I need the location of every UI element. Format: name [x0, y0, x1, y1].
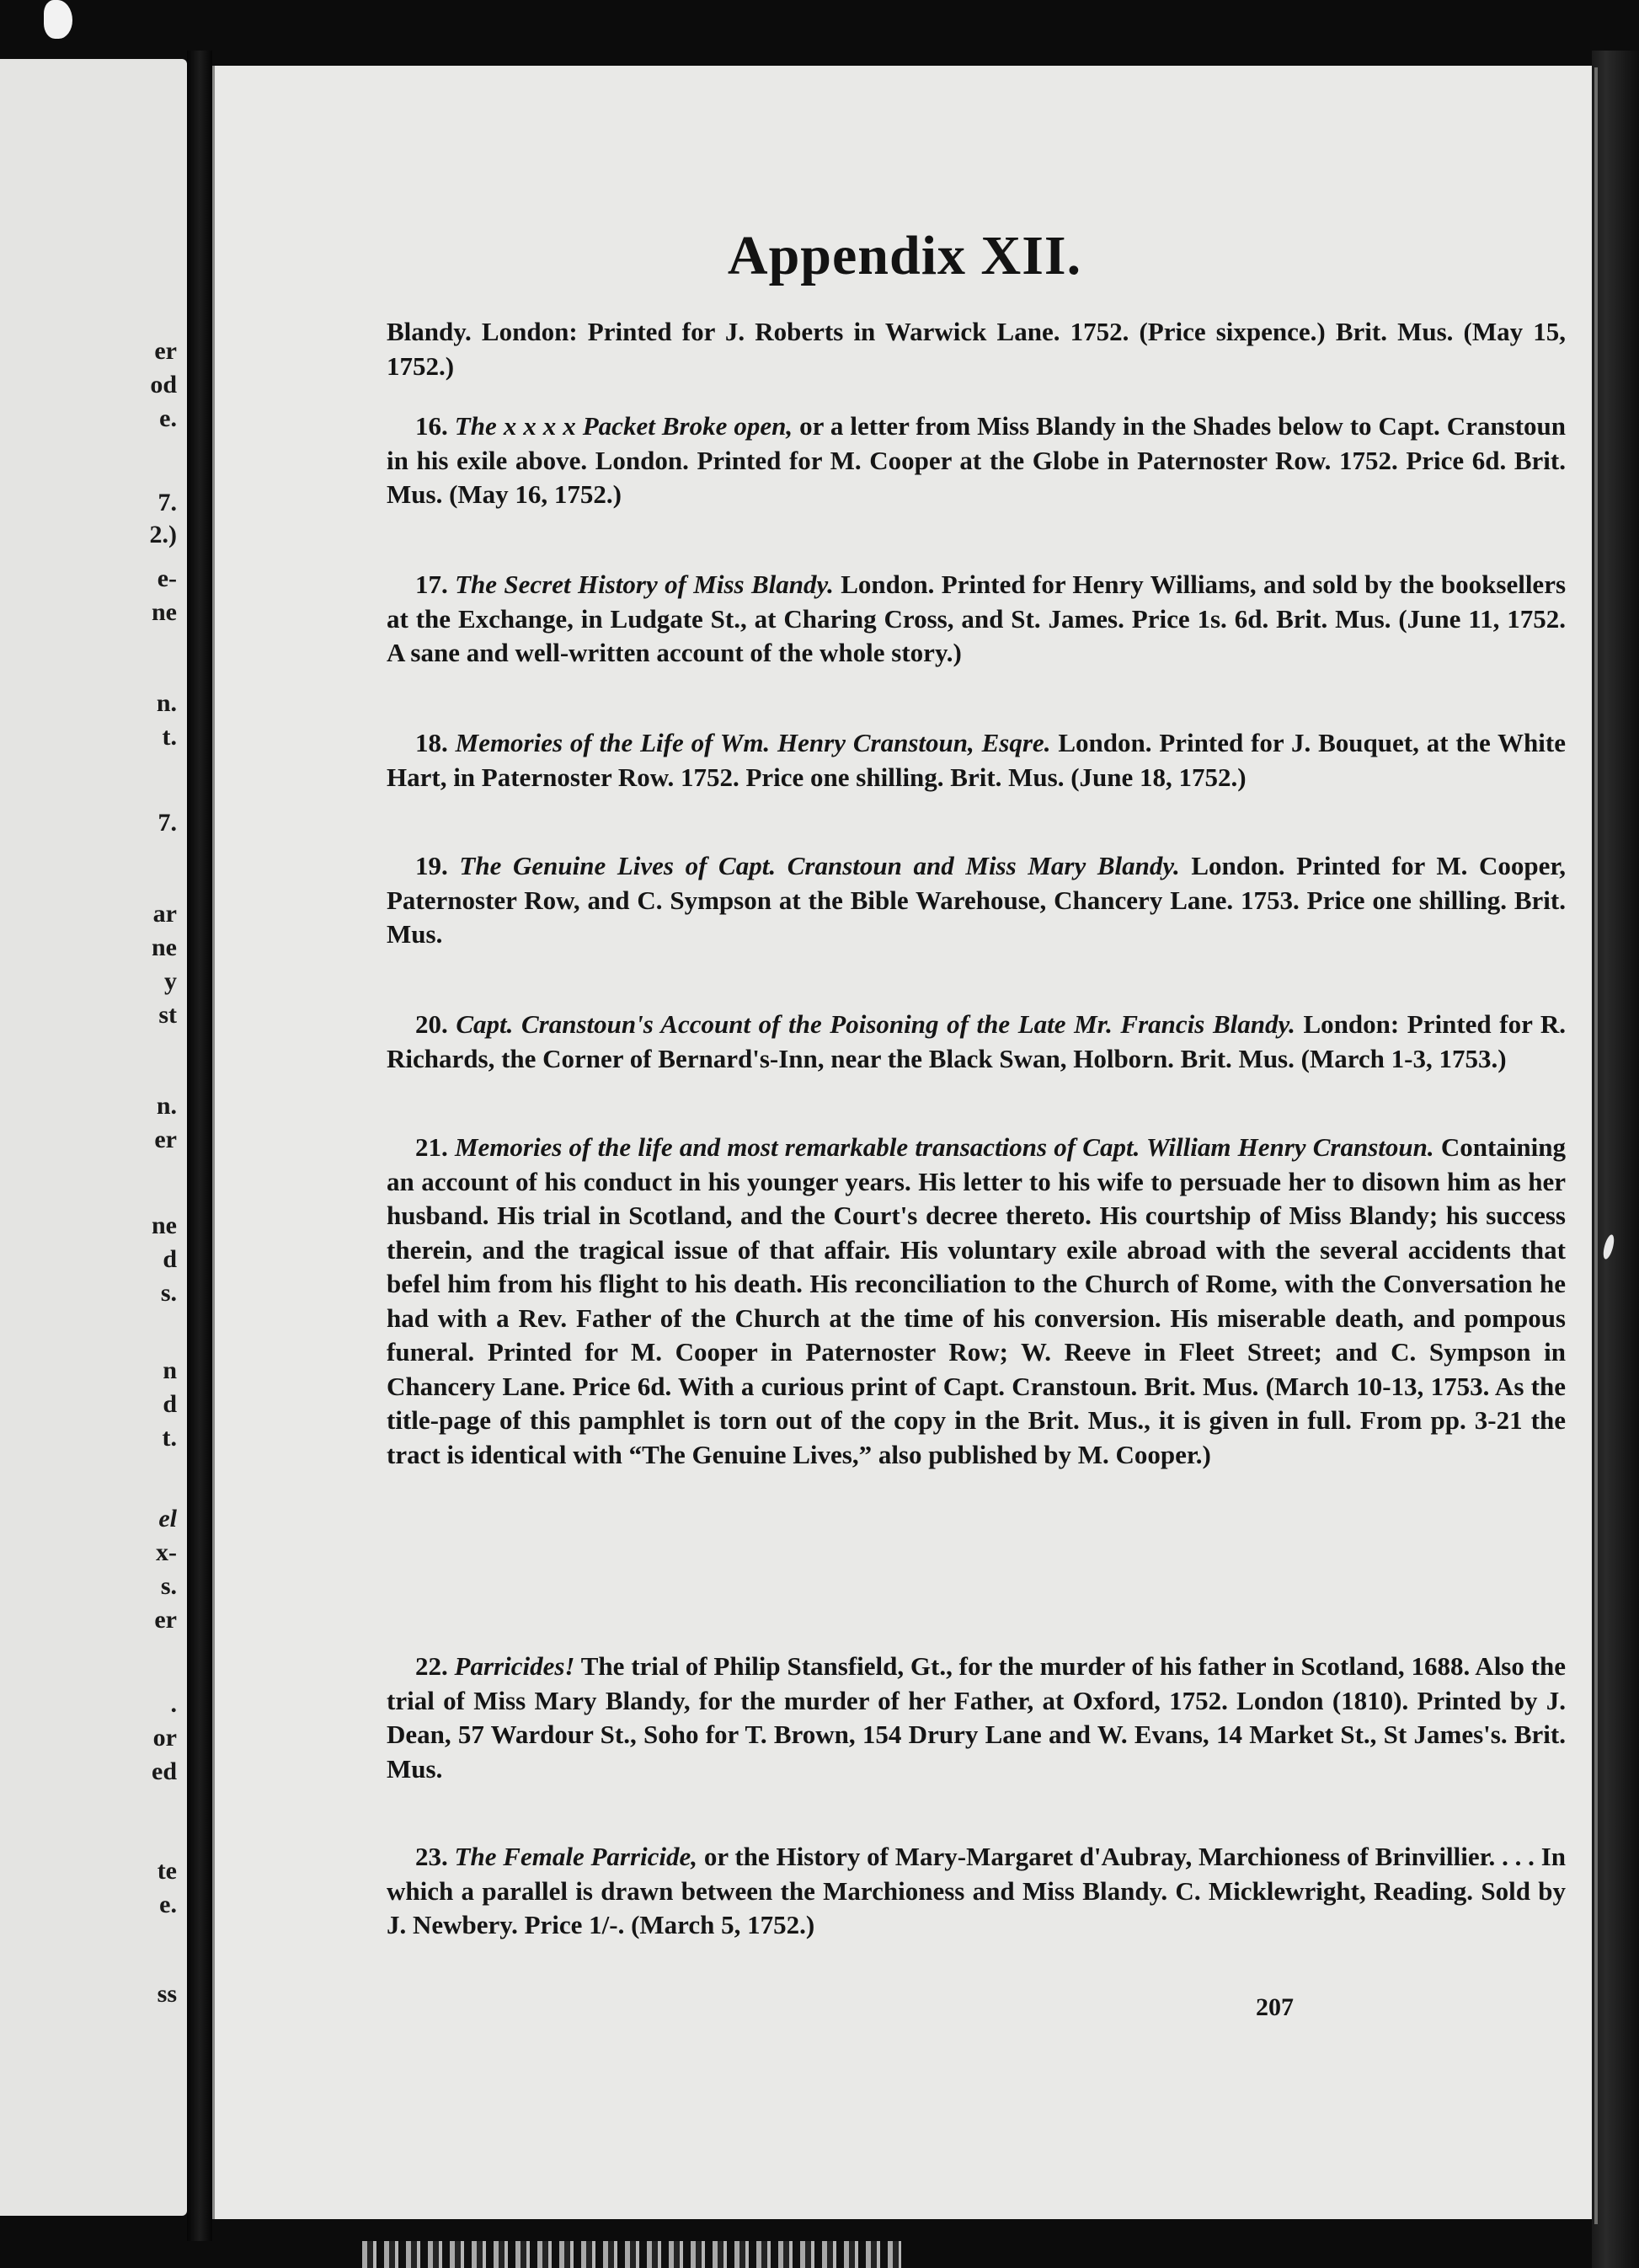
entry-number: 18. [415, 728, 448, 757]
margin-fragment: 7. [157, 489, 177, 516]
margin-fragment: el [158, 1505, 177, 1533]
entry-text: or a letter from Miss Blandy in the Shades below to Capt. Cranstoun in his exile above. London. Printed for M. Cooper at the Globe in Paternoster Row. 1752. Price 6d. Brit. Mus. (May 16, 1752.) [387, 411, 1567, 509]
book-page [212, 66, 1594, 2219]
bibliography-entry [387, 409, 1566, 512]
entry-text: The trial of Philip Stansfield, Gt., for the murder of his father in Scotland, 1688. Also the trial of Miss Mary Blandy, for the murder of her Father, at Oxford, 1752. London (1810). Printed by J. Dean, 57 Wardour St., Soho for T. Brown, 154 Drury Lane and W. Evans, 14 Market St., St James's. Brit. Mus. [387, 1651, 1566, 1784]
appendix-heading: Appendix XII. [727, 225, 1082, 286]
entry-title: Parricides! [454, 1651, 575, 1681]
entry-title: Capt. Cranstoun's Account of the Poisoning of the Late Mr. Francis Blandy. [456, 1009, 1295, 1039]
margin-fragment: x- [156, 1538, 177, 1566]
bibliography-entry [387, 1650, 1566, 1786]
bibliography-entry [387, 568, 1566, 671]
bibliography-entry [387, 1008, 1566, 1076]
entry-title: The x x x x Packet Broke open, [454, 411, 793, 441]
margin-fragment: y [164, 967, 177, 995]
margin-fragment: e- [157, 564, 177, 592]
margin-fragment: s. [160, 1572, 177, 1600]
margin-fragment: ed [152, 1757, 177, 1785]
margin-fragment: n. [156, 689, 177, 717]
margin-fragment: ne [152, 1212, 177, 1239]
entry-text: Blandy. London: Printed for J. Roberts in Warwick Lane. 1752. (Price sixpence.) Brit. Mus. (May 15, 1752.) [387, 317, 1566, 381]
margin-fragment: t. [162, 723, 177, 751]
margin-fragment: st [158, 1001, 177, 1029]
bibliography-entry [387, 315, 1566, 383]
margin-fragment: er [154, 337, 177, 365]
entry-title: The Female Parricide, [454, 1842, 698, 1871]
left-facing-page [0, 59, 187, 2216]
margin-fragment: ne [152, 598, 177, 626]
bibliography-entry [387, 1131, 1566, 1472]
margin-fragment: d [163, 1245, 177, 1273]
book-gutter [187, 51, 212, 2241]
entry-title: The Secret History of Miss Blandy. [455, 570, 834, 599]
entry-number: 23. [415, 1842, 448, 1871]
margin-fragment: or [152, 1724, 177, 1752]
entry-number: 20. [415, 1009, 448, 1039]
entry-text: London. Printed for J. Bouquet, at the White Hart, in Paternoster Row. 1752. Price one shilling. Brit. Mus. (June 18, 1752.) [387, 728, 1566, 792]
bibliography-entry [387, 726, 1566, 794]
entry-text: London. Printed for M. Cooper, Paternoster Row, and C. Sympson at the Bible Warehouse, Chancery Lane. 1753. Price one shilling. Brit. Mus. [387, 851, 1567, 949]
margin-fragment: 2.) [149, 521, 177, 548]
margin-fragment: s. [160, 1279, 177, 1307]
margin-fragment: 7. [157, 809, 177, 837]
margin-fragment: ne [152, 933, 177, 961]
bibliography-entry [387, 849, 1566, 952]
margin-fragment: e. [159, 404, 177, 432]
entry-title: Memories of the Life of Wm. Henry Cranstoun, Esqre. [455, 728, 1051, 757]
margin-fragment: od [150, 371, 177, 399]
bibliography-entry [387, 1840, 1566, 1943]
entry-text: Containing an account of his conduct in his younger years. His letter to his wife to persuade her to disown him as her husband. His trial in Scotland, and the Court's decree thereto. His courtship of Miss Blandy; his success therein, and the tragical issue of that affair. His voluntary exile abroad with the several accidents that befel him from his flight to his death. His reconciliation to the Church of Rome, with the Conversation he had with a Rev. Father of the Church at the time of his conversion. His miserable death, and pompous funeral. Printed for M. Cooper in Paternoster Row; W. Reeve in Fleet Street; and C. Sympson in Chancery Lane. Price 6d. With a curious print of Capt. Cranstoun. Brit. Mus. (March 10-13, 1753. As the title-page of this pamphlet is torn out of the copy in the Brit. Mus., it is given in full. From pp. 3-21 the tract is identical with “The Genuine Lives,” also published by M. Cooper.) [387, 1132, 1566, 1469]
entry-text: London. Printed for Henry Williams, and sold by the booksellers at the Exchange, in Ludgate St., at Charing Cross, and St. James. Price 1s. 6d. Brit. Mus. (June 11, 1752. A sane and well-written account of the whole story.) [387, 570, 1567, 667]
margin-fragment: ss [157, 1980, 177, 2008]
margin-fragment: d [163, 1390, 177, 1418]
scan-noise [362, 2241, 901, 2268]
margin-fragment: er [154, 1126, 177, 1153]
entry-number: 21. [415, 1132, 448, 1162]
margin-fragment: te [157, 1857, 177, 1885]
margin-fragment: n [163, 1356, 177, 1384]
margin-fragment: t. [162, 1424, 177, 1452]
entry-number: 19. [415, 851, 448, 880]
page-edge-line [1594, 67, 1598, 2224]
entry-title: Memories of the life and most remarkable transactions of Capt. William Henry Cranstoun. [454, 1132, 1434, 1162]
scan-blot [44, 0, 72, 39]
page-number: 207 [1256, 1993, 1294, 2021]
margin-fragment: e. [159, 1891, 177, 1918]
entry-text: or the History of Mary-Margaret d'Aubray, Marchioness of Brinvillier. . . . In which a parallel is drawn between the Marchioness and Miss Blandy. C. Micklewright, Reading. Sold by J. Newbery. Price 1/-. (March 5, 1752.) [387, 1842, 1567, 1939]
margin-fragment: n. [156, 1092, 177, 1120]
margin-fragment: er [154, 1606, 177, 1634]
entry-text: London: Printed for R. Richards, the Corner of Bernard's-Inn, near the Black Swan, Holborn. Brit. Mus. (March 1-3, 1753.) [387, 1009, 1567, 1073]
margin-fragment: ar [152, 900, 177, 928]
entry-number: 17. [415, 570, 448, 599]
entry-number: 22. [415, 1651, 448, 1681]
right-page-edge [1592, 51, 1639, 2268]
margin-fragment: . [170, 1690, 177, 1718]
entry-title: The Genuine Lives of Capt. Cranstoun and Miss Mary Blandy. [459, 851, 1180, 880]
entry-number: 16. [415, 411, 448, 441]
